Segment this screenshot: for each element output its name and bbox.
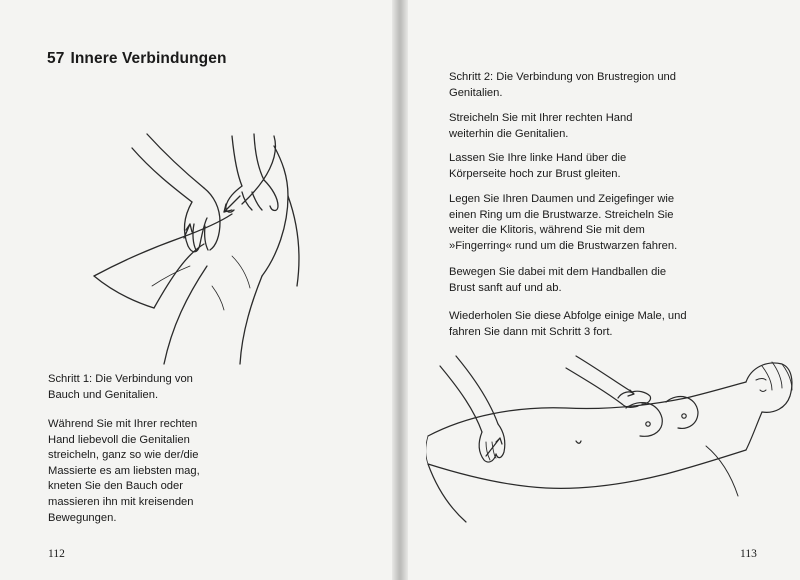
right-page: [402, 0, 800, 580]
book-gutter: [392, 0, 408, 580]
step-2-heading: Schritt 2: Die Verbindung von Brustregion und Genitalien.: [449, 71, 676, 99]
page-number-right: 113: [740, 548, 757, 560]
page-number-left: 112: [48, 548, 65, 560]
paragraph-5: Wiederholen Sie diese Abfolge einige Male, und fahren Sie dann mit Schritt 3 fort.: [449, 310, 687, 338]
step-1-body: Während Sie mit Ihrer rechten Hand liebevoll die Genitalien streicheln, ganz so wie der/die Massierte es am liebsten mag, kneten Sie den Bauch oder massieren ihn mit kreisenden Bewegungen.: [48, 418, 200, 524]
paragraph-2: Lassen Sie Ihre linke Hand über die Körperseite hoch zur Brust gleiten.: [449, 152, 627, 180]
show-through-text: [250, 86, 390, 100]
paragraph-3: Legen Sie Ihren Daumen und Zeigefinger wie einen Ring um die Brustwarze. Streicheln Sie weiter die Klitoris, während Sie mit dem »Fingerring« rund um die Brustwarzen fahren.: [449, 193, 678, 252]
massage-illustration-chest: [426, 346, 796, 526]
chapter-number: 57: [47, 50, 65, 67]
massage-illustration-abdomen: [92, 126, 322, 366]
paragraph-4: Bewegen Sie dabei mit dem Handballen die Brust sanft auf und ab.: [449, 266, 667, 294]
paragraph-1: Streicheln Sie mit Ihrer rechten Hand weiterhin die Genitalien.: [449, 112, 633, 140]
step-1-heading: Schritt 1: Die Verbindung von Bauch und Genitalien.: [48, 373, 193, 401]
left-page: [0, 0, 398, 580]
chapter-title: Innere Verbindungen: [70, 50, 227, 67]
chapter-heading: [47, 50, 227, 68]
